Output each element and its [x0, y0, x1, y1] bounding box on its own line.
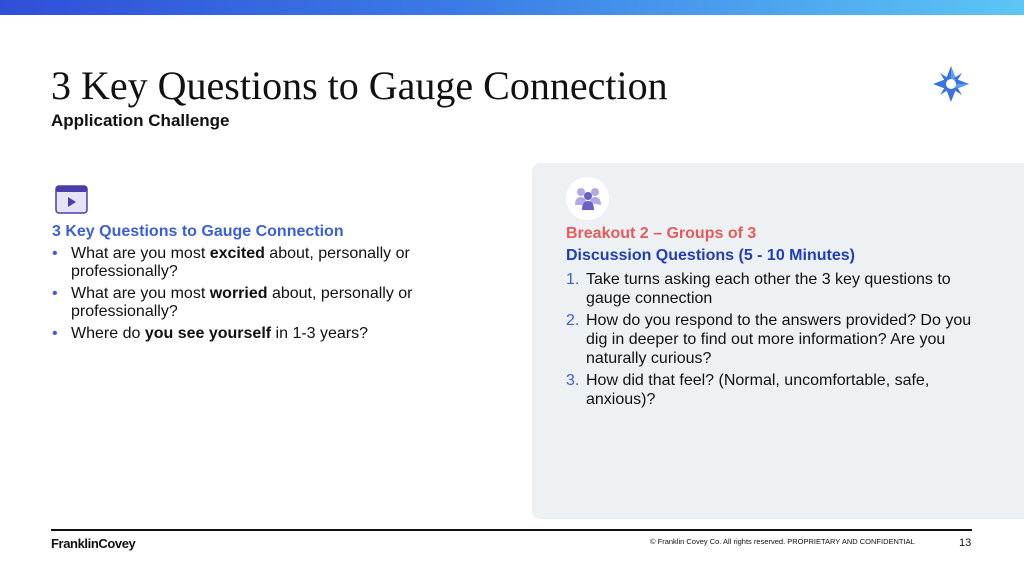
discussion-questions-list — [566, 270, 986, 412]
left-heading: 3 Key Questions to Gauge Connection — [52, 223, 344, 240]
item-number: 3. — [566, 372, 580, 389]
brand-logo: FranklinCovey — [51, 536, 136, 551]
list-item: • What are you most worried about, personally or professionally? — [52, 285, 452, 321]
top-gradient-bar — [0, 0, 1024, 15]
item-number: 1. — [566, 271, 580, 288]
list-item: 3. How did that feel? (Normal, uncomfortable, safe, anxious)? — [566, 372, 930, 408]
copyright-notice: © Franklin Covey Co. All rights reserved. PROPRIETARY AND CONFIDENTIAL — [650, 537, 915, 546]
slide-title: 3 Key Questions to Gauge Connection — [51, 63, 668, 108]
list-item: • Where do you see yourself in 1-3 years? — [52, 325, 452, 343]
discussion-heading: Discussion Questions (5 - 10 Minutes) — [566, 247, 855, 264]
video-play-icon — [55, 185, 88, 214]
footer-divider — [51, 529, 972, 531]
page-number: 13 — [959, 537, 972, 549]
slide-subtitle: Application Challenge — [51, 111, 230, 130]
list-item: 1. Take turns asking each other the 3 key questions to gauge connection — [566, 271, 951, 307]
key-questions-list — [52, 245, 452, 347]
people-group-icon — [574, 185, 602, 211]
breakout-heading: Breakout 2 – Groups of 3 — [566, 225, 757, 242]
list-item: • What are you most excited about, personally or professionally? — [52, 245, 452, 281]
item-number: 2. — [566, 312, 580, 329]
compass-star-icon — [931, 64, 971, 104]
list-item: 2. How do you respond to the answers provided? Do you dig in deeper to find out more information? Are you naturally curious? — [566, 312, 972, 367]
